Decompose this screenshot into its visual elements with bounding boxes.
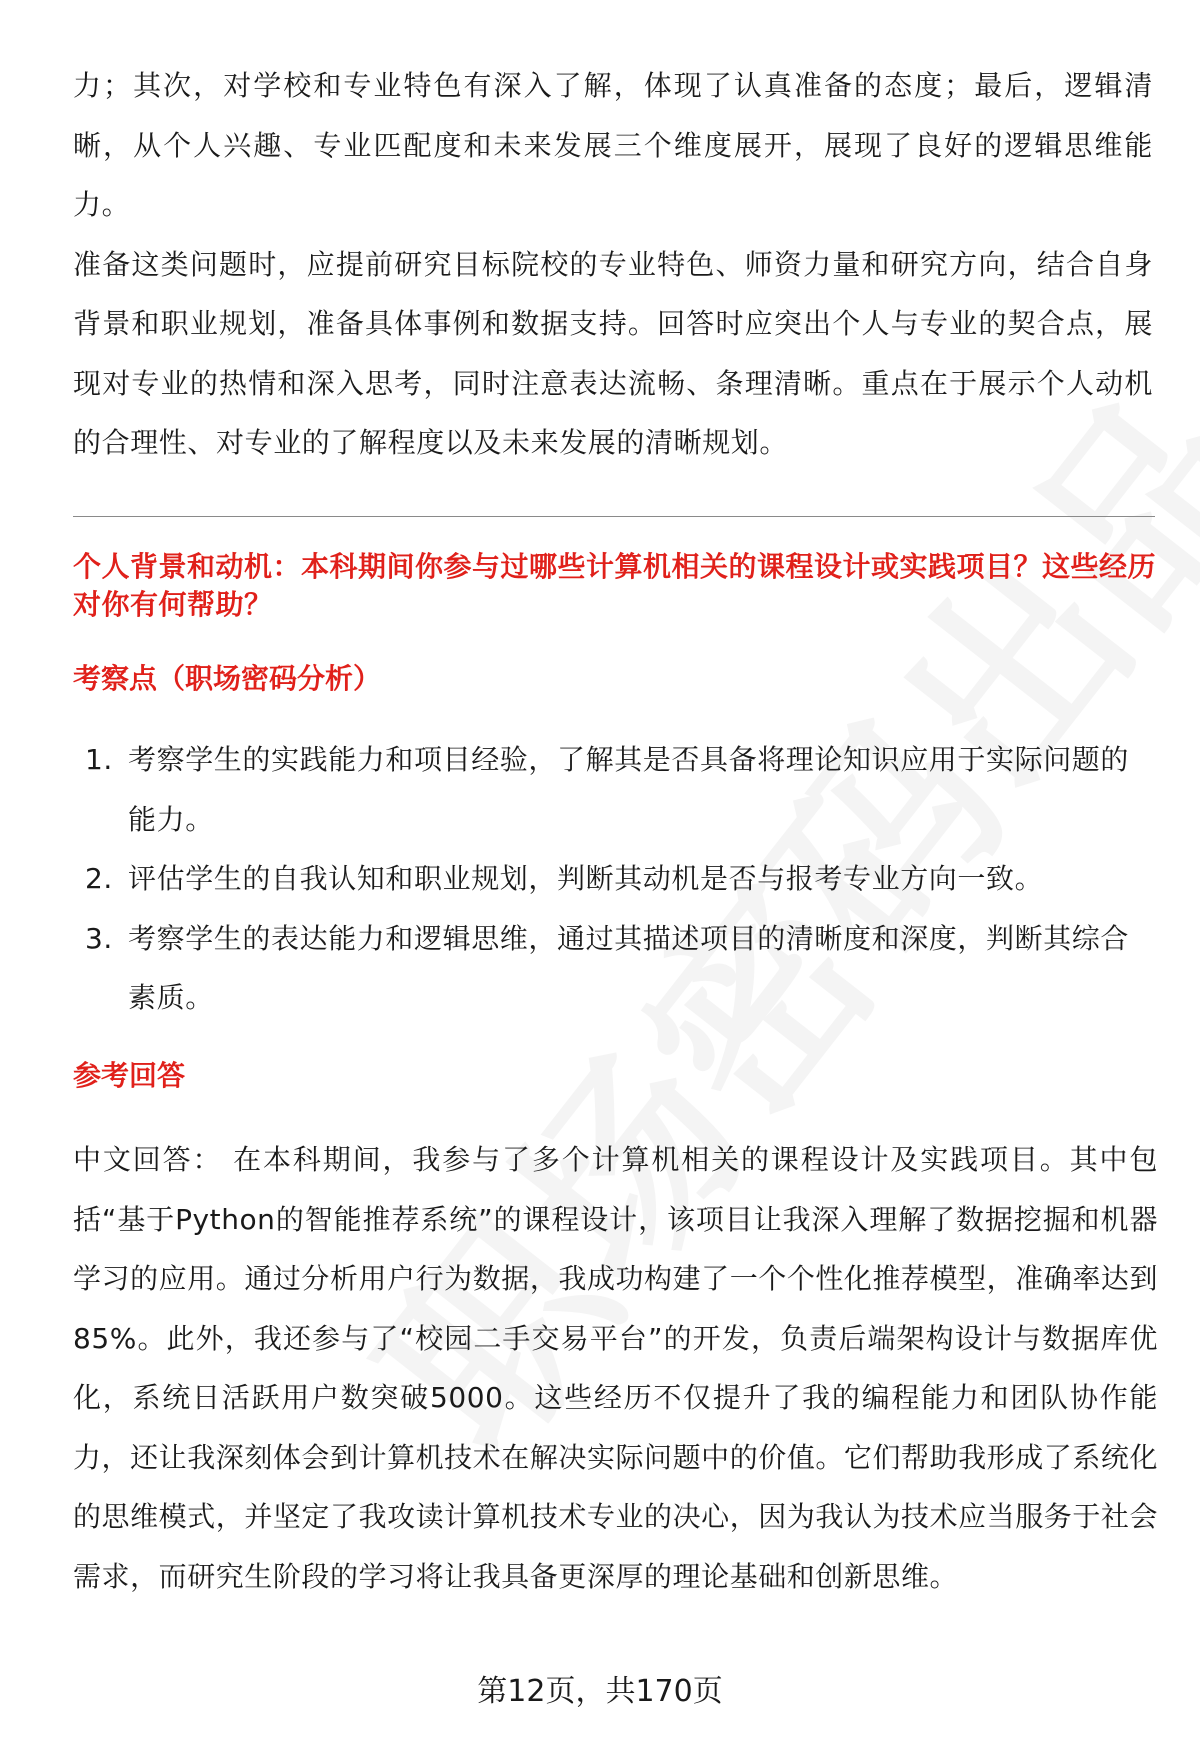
reference-answer-text: 中文回答： 在本科期间，我参与了多个计算机相关的课程设计及实践项目。其中包括“基于Python的智能推荐系统”的课程设计，该项目让我深入理解了数据挖掘和机器学习的应用。通过分析用户行为数据，我成功构建了一个个性化推荐模型，准确率达到85%。此外，我还参与了“校园二手交易平台”的开发，负责后端架构设计与数据库优化，系统日活跃用户数突破5000。这些经历不仅提升了我的编程能力和团队协作能力，还让我深刻体会到计算机技术在解决实际问题中的价值。它们帮助我形成了系统化的思维模式，并坚定了我攻读计算机技术专业的决心，因为我认为技术应当服务于社会需求，而研究生阶段的学习将让我具备更深厚的理论基础和创新思维。	[73, 1143, 1158, 1593]
reference-answer-heading: 参考回答	[73, 1059, 186, 1092]
exam-points-heading: 考察点（职场密码分析）	[73, 662, 382, 695]
list-item-number: 3.	[85, 921, 113, 955]
question-title: 个人背景和动机：本科期间你参与过哪些计算机相关的课程设计或实践项目？这些经历对你有何帮助？	[73, 550, 1157, 621]
page-number: 第12页，共170页	[477, 1674, 723, 1709]
section-divider	[73, 516, 1155, 517]
list-item-text: 考察学生的表达能力和逻辑思维，通过其描述项目的清晰度和深度，判断其综合素质。	[128, 921, 1130, 1014]
intro-paragraph-1: 力；其次，对学校和专业特色有深入了解，体现了认真准备的态度；最后，逻辑清晰，从个人兴趣、专业匹配度和未来发展三个维度展开，展现了良好的逻辑思维能力。	[73, 69, 1153, 221]
list-item-number: 2.	[85, 862, 113, 895]
list-item	[73, 909, 1155, 1028]
exam-points-list	[73, 730, 1155, 1028]
intro-section	[73, 56, 1153, 473]
intro-paragraph-2: 准备这类问题时，应提前研究目标院校的专业特色、师资力量和研究方向，结合自身背景和职业规划，准备具体事例和数据支持。回答时应突出个人与专业的契合点，展现对专业的热情和深入思考，同时注意表达流畅、条理清晰。重点在于展示个人动机的合理性、对专业的了解程度以及未来发展的清晰规划。	[73, 247, 1153, 459]
list-item	[73, 849, 1155, 909]
list-item-number: 1.	[85, 743, 113, 776]
list-item-text: 评估学生的自我认知和职业规划，判断其动机是否与报考专业方向一致。	[128, 862, 1044, 895]
list-item-text: 考察学生的实践能力和项目经验，了解其是否具备将理论知识应用于实际问题的能力。	[128, 743, 1130, 836]
list-item	[73, 730, 1155, 849]
